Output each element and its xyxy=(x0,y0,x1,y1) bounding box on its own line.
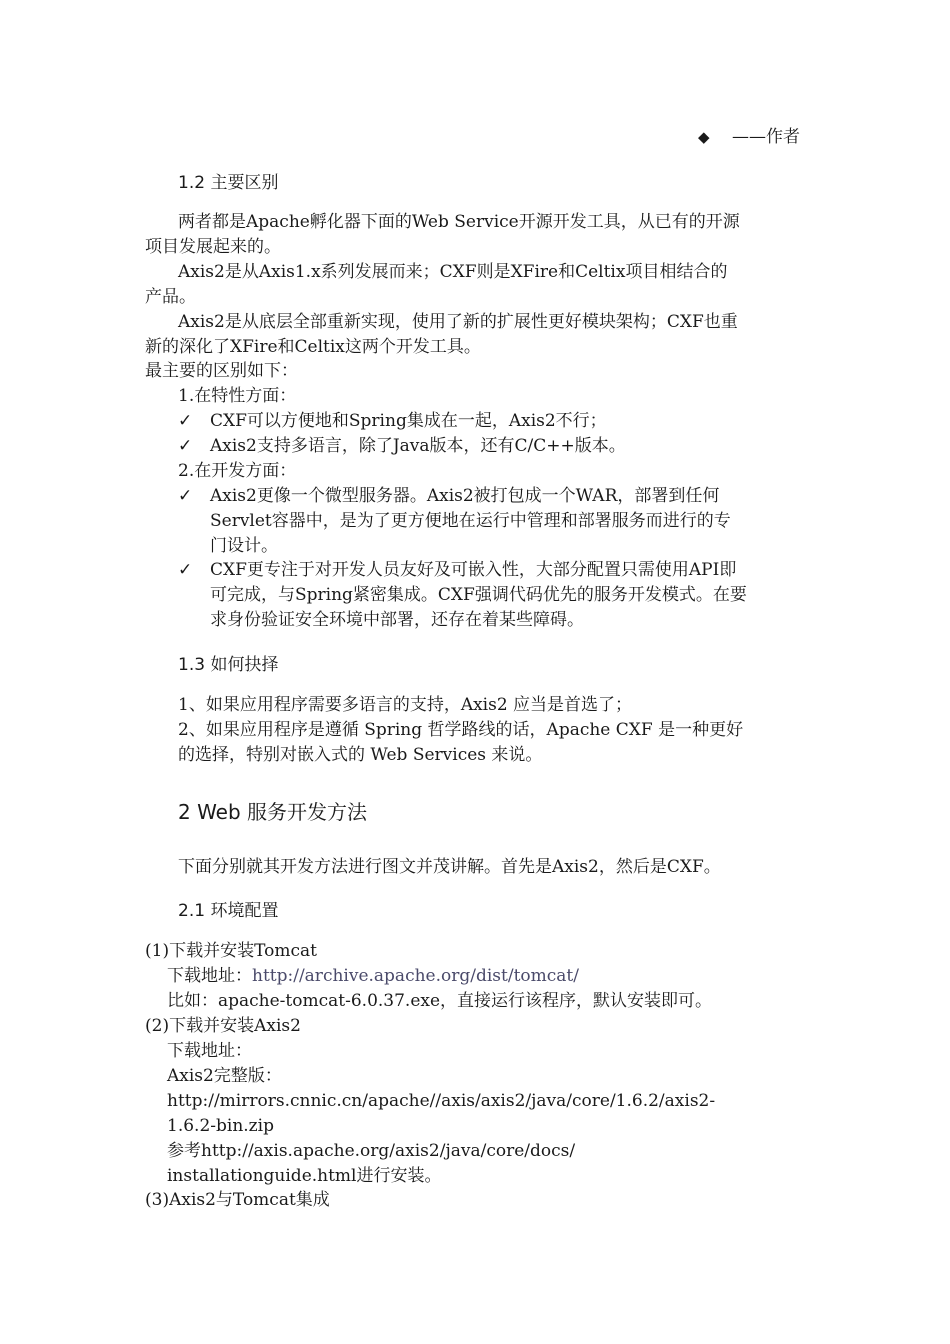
author-line: ——作者 xyxy=(732,127,800,147)
paragraph-line: 产品。 xyxy=(145,287,196,307)
paragraph-line: 的选择，特别对嵌入式的 Web Services 来说。 xyxy=(178,745,543,765)
check-icon: ✓ xyxy=(178,560,193,580)
reference-line: 参考http://axis.apache.org/axis2/java/core/docs/ xyxy=(167,1141,576,1161)
download-label: 下载地址： xyxy=(167,966,252,986)
list-item-cont: 门设计。 xyxy=(210,536,278,556)
list-item-cont: Servlet容器中，是为了更方便地在运行中管理和部署服务而进行的专 xyxy=(210,511,731,531)
paragraph-line: 下面分别就其开发方法进行图文并茂讲解。首先是Axis2，然后是CXF。 xyxy=(178,857,721,877)
feature-title: 1.在特性方面： xyxy=(178,386,297,406)
axis2-url-line[interactable]: http://mirrors.cnnic.cn/apache//axis/axis2/java/core/1.6.2/axis2- xyxy=(167,1091,716,1111)
summary-line: 最主要的区别如下： xyxy=(145,361,298,381)
step-title: (1)下载并安装Tomcat xyxy=(145,941,317,961)
axis2-url-line[interactable]: 1.6.2-bin.zip xyxy=(167,1116,274,1136)
paragraph-line: 比如：apache-tomcat-6.0.37.exe，直接运行该程序，默认安装即可。 xyxy=(167,991,713,1011)
check-icon: ✓ xyxy=(178,486,193,506)
section-heading-2-1: 2.1 环境配置 xyxy=(178,901,279,921)
list-item-cont: 求身份验证安全环境中部署，还存在着某些障碍。 xyxy=(210,610,584,630)
section-heading-2: 2 Web 服务开发方法 xyxy=(178,800,368,824)
list-item: Axis2更像一个微型服务器。Axis2被打包成一个WAR，部署到任何 xyxy=(210,486,720,506)
paragraph-line: Axis2完整版： xyxy=(167,1066,282,1086)
download-label: 下载地址： xyxy=(167,1041,252,1061)
list-item: Axis2支持多语言，除了Java版本，还有C/C++版本。 xyxy=(210,436,626,456)
tomcat-download-link[interactable]: http://archive.apache.org/dist/tomcat/ xyxy=(252,966,579,986)
paragraph-line: Axis2是从Axis1.x系列发展而来；CXF则是XFire和Celtix项目相结合的 xyxy=(178,262,728,282)
paragraph-line: 两者都是Apache孵化器下面的Web Service开源开发工具，从已有的开源 xyxy=(178,212,740,232)
section-heading-1-2: 1.2 主要区别 xyxy=(178,173,279,193)
list-item-cont: 可完成，与Spring紧密集成。CXF强调代码优先的服务开发模式。在要 xyxy=(210,585,747,605)
list-item: CXF可以方便地和Spring集成在一起，Axis2不行； xyxy=(210,411,607,431)
paragraph-line: Axis2是从底层全部重新实现，使用了新的扩展性更好模块架构；CXF也重 xyxy=(178,312,738,332)
check-icon: ✓ xyxy=(178,436,193,456)
step-title: (2)下载并安装Axis2 xyxy=(145,1016,301,1036)
section-heading-1-3: 1.3 如何抉择 xyxy=(178,655,279,675)
paragraph-line: 2、如果应用程序是遵循 Spring 哲学路线的话，Apache CXF 是一种更好 xyxy=(178,720,744,740)
list-item: CXF更专注于对开发人员友好及可嵌入性，大部分配置只需使用API即 xyxy=(210,560,737,580)
paragraph-line: 项目发展起来的。 xyxy=(145,237,281,257)
download-line xyxy=(167,964,579,989)
paragraph-line: 1、如果应用程序需要多语言的支持，Axis2 应当是首选了； xyxy=(178,695,633,715)
step-title: (3)Axis2与Tomcat集成 xyxy=(145,1190,330,1210)
check-icon: ✓ xyxy=(178,411,193,431)
dev-title: 2.在开发方面： xyxy=(178,461,297,481)
paragraph-line: 新的深化了XFire和Celtix这两个开发工具。 xyxy=(145,337,481,357)
diamond-bullet-icon: ◆ xyxy=(698,128,710,146)
reference-line: installationguide.html进行安装。 xyxy=(167,1166,442,1186)
